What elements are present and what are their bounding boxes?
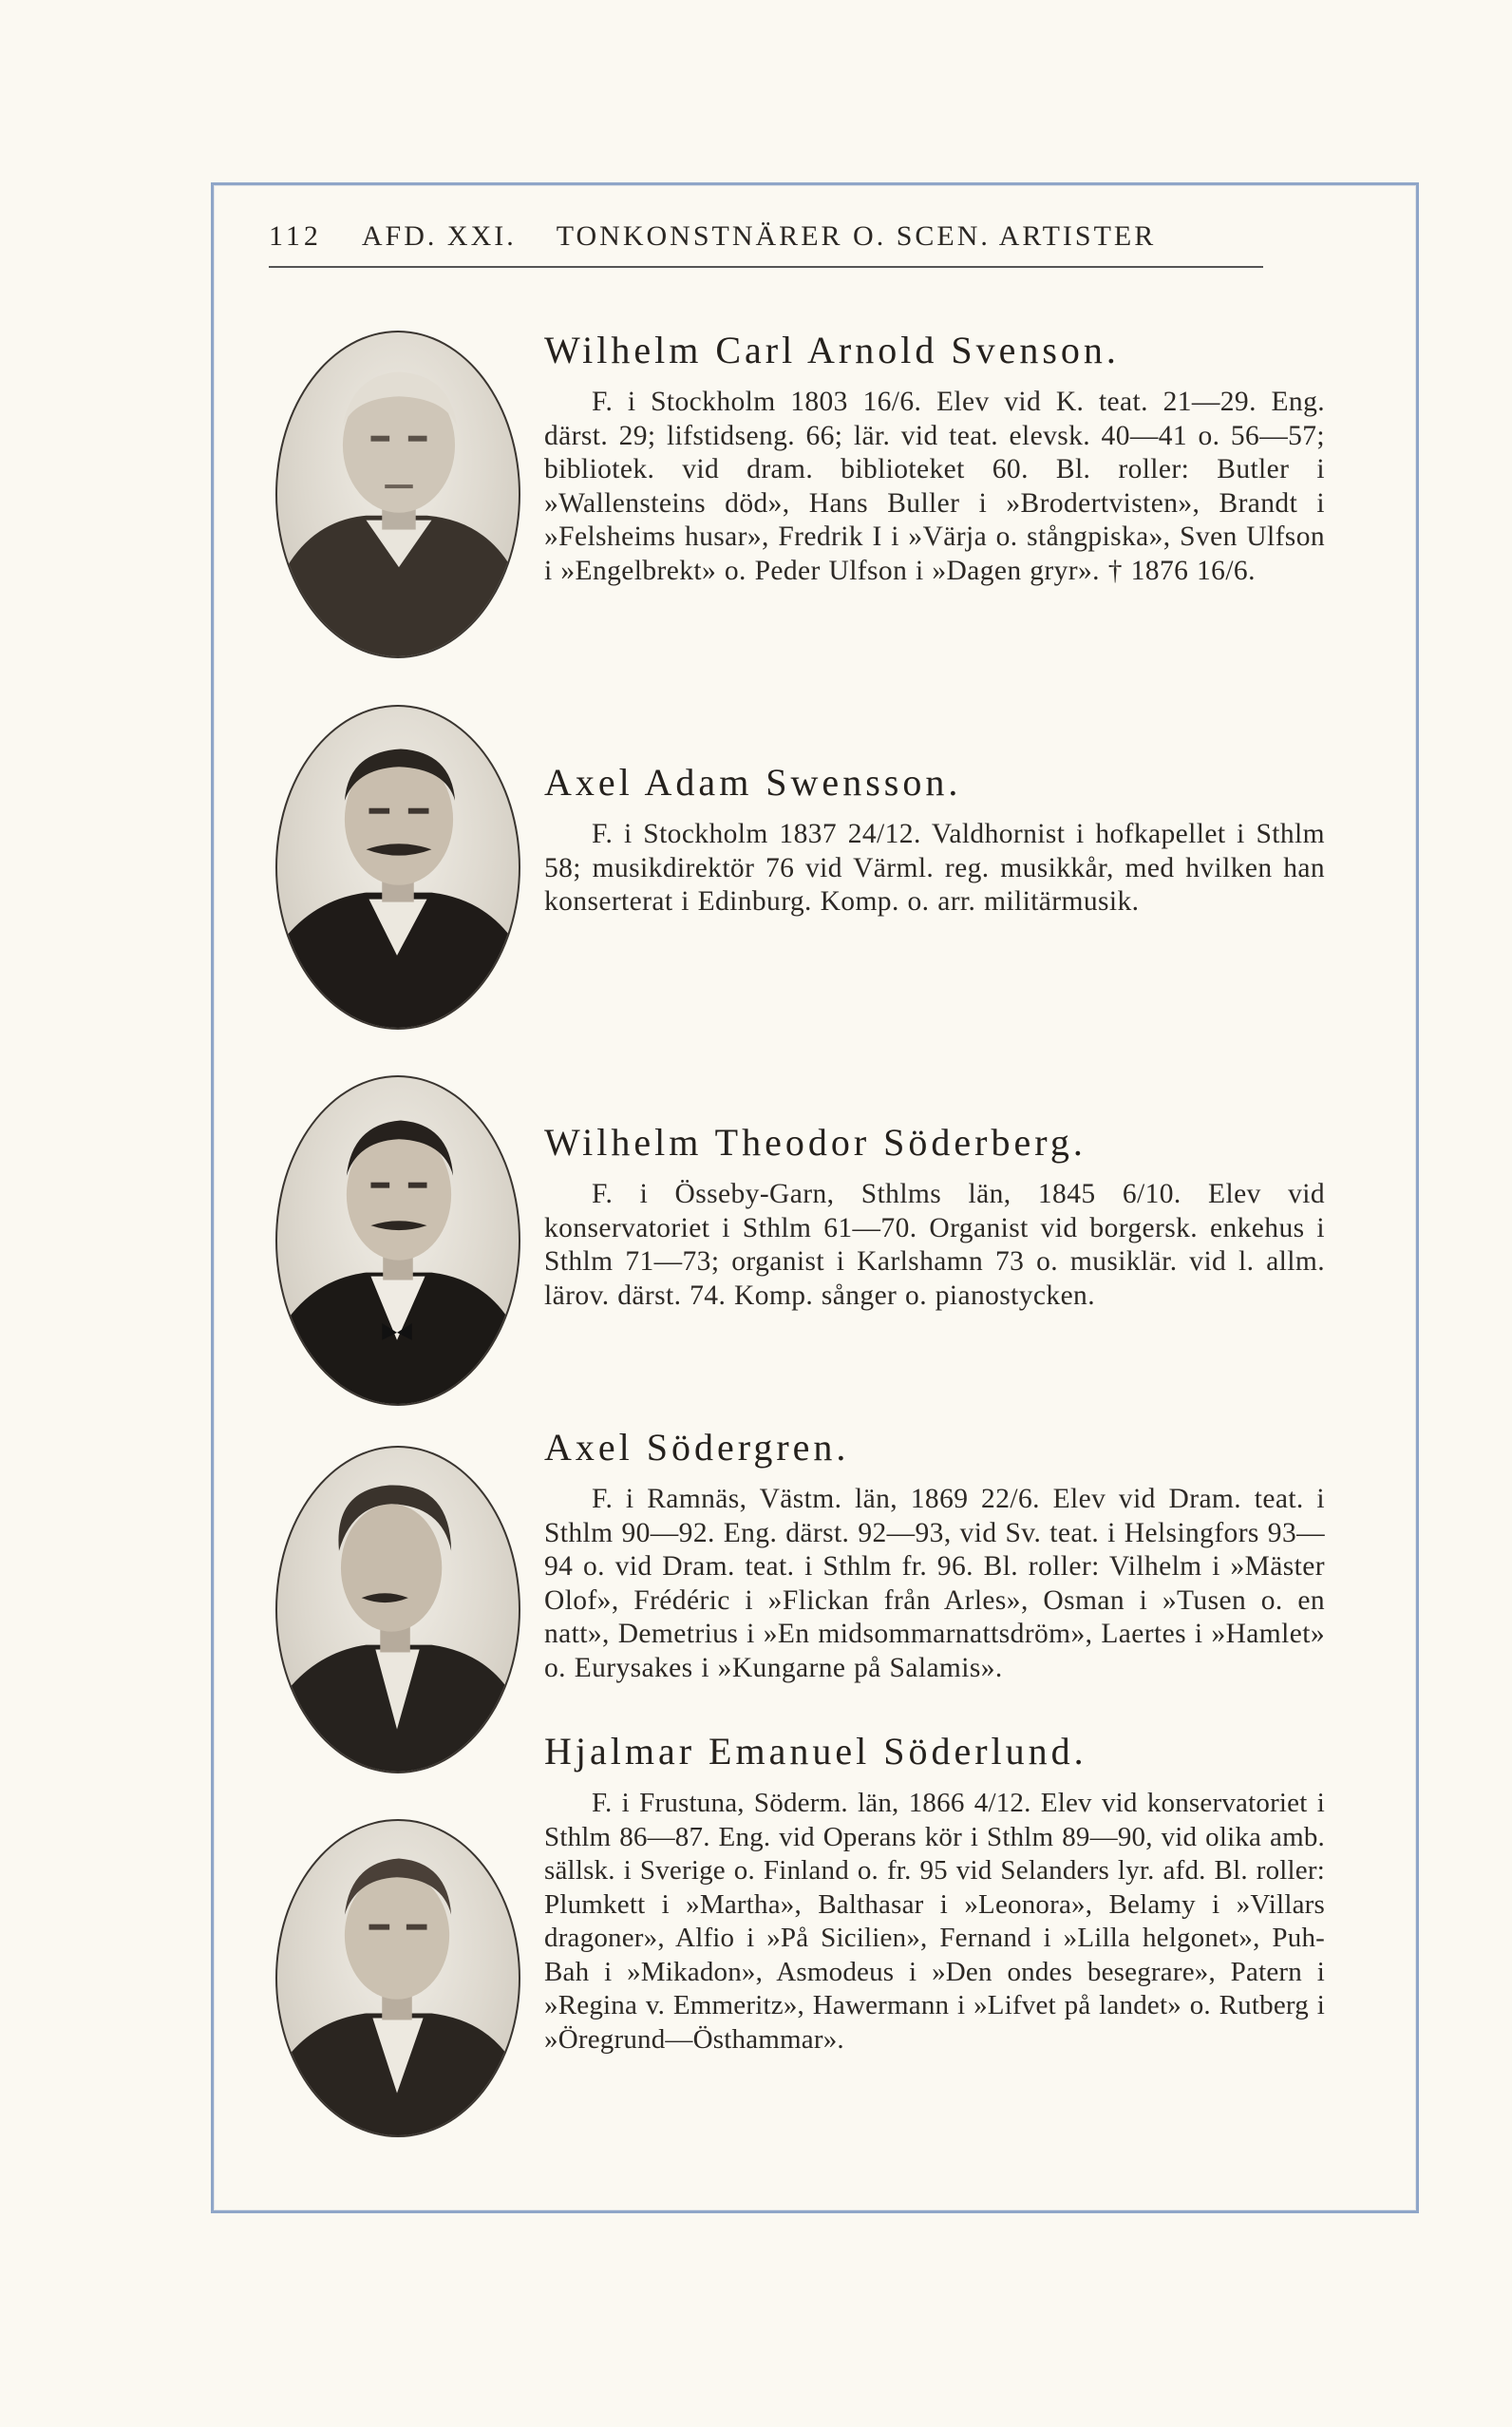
person-bio: F. i Stockholm 1803 16/6. Elev vid K. teat. 21—29. Eng. därst. 29; lifstidseng. 66; lär. vid teat. elevsk. 40—41 o. 56—57; bibliotek. vid dram. biblioteket 60. Bl. roller: Butler i »Wallensteins död», Hans Buller i »Brodertvisten», Brandt i »Felsheims husar», Fredrik I i »Värja o. stångpiska», Sven Ulfson i »Engelbrekt» o. Peder Ulfson i »Dagen gryr». † 1876 16/6. xyxy=(544,387,1325,586)
portrait-photo xyxy=(275,1819,520,2137)
person-name: Hjalmar Emanuel Söderlund. xyxy=(544,1730,1087,1773)
person-name: Axel Södergren. xyxy=(544,1426,850,1469)
page-number: 112 xyxy=(269,220,322,252)
person-name: Wilhelm Theodor Söderberg. xyxy=(544,1121,1087,1164)
portrait-photo xyxy=(275,705,520,1030)
portrait-photo xyxy=(275,1446,520,1773)
section-label: AFD. XXI. xyxy=(361,220,517,252)
running-header xyxy=(269,220,1263,268)
person-bio: F. i Ramnäs, Västm. län, 1869 22/6. Elev vid Dram. teat. i Sthlm 90—92. Eng. därst. 92—93, vid Sv. teat. i Helsingfors 93—94 o. vid Dram. teat. i Sthlm fr. 96. Bl. roller: Vilhelm i »Mäster Olof», Frédéric i »Flickan från Arles», Osman i »Tusen o. en natt», Demetrius i »En midsommarnattsdröm», Laertes i »Hamlet» o. Eurysakes i »Kungarne på Salamis». xyxy=(544,1484,1325,1683)
header-title: TONKONSTNÄRER O. SCEN. ARTISTER xyxy=(556,220,1157,252)
person-name: Axel Adam Swensson. xyxy=(544,761,962,804)
person-bio: F. i Frustuna, Söderm. län, 1866 4/12. Elev vid konservatoriet i Sthlm 86—87. Eng. vid Operans kör i Sthlm 89—90, vid olika amb. sällsk. i Sverige o. Finland o. fr. 95 vid Selanders lyr. afd. Bl. roller: Plumkett i »Martha», Balthasar i »Leonora», Belamy i »Villars dragoner», Alfio i »På Sicilien», Fernand i »Lilla helgonet», Puh-Bah i »Mikadon», Asmodeus i »Den ondes besegrare», Patern i »Regina v. Emmeritz», Hawermann i »Lifvet på landet» o. Rutberg i »Öregrund—Östhammar». xyxy=(544,1788,1325,2055)
portrait-photo xyxy=(275,331,520,658)
portrait-photo xyxy=(275,1075,520,1406)
person-name: Wilhelm Carl Arnold Svenson. xyxy=(544,329,1120,371)
person-bio: F. i Össeby-Garn, Sthlms län, 1845 6/10. Elev vid konservatoriet i Sthlm 61—70. Organist vid borgersk. enkehus i Sthlm 71—73; organist i Karlshamn 73 o. musiklär. vid l. allm. lärov. därst. 74. Komp. sånger o. pianostycken. xyxy=(544,1179,1325,1311)
person-bio: F. i Stockholm 1837 24/12. Valdhornist i hofkapellet i Sthlm 58; musikdirektör 76 vid Värml. reg. musikkår, med hvilken han konserterat i Edinburg. Komp. o. arr. militärmusik. xyxy=(544,819,1325,917)
